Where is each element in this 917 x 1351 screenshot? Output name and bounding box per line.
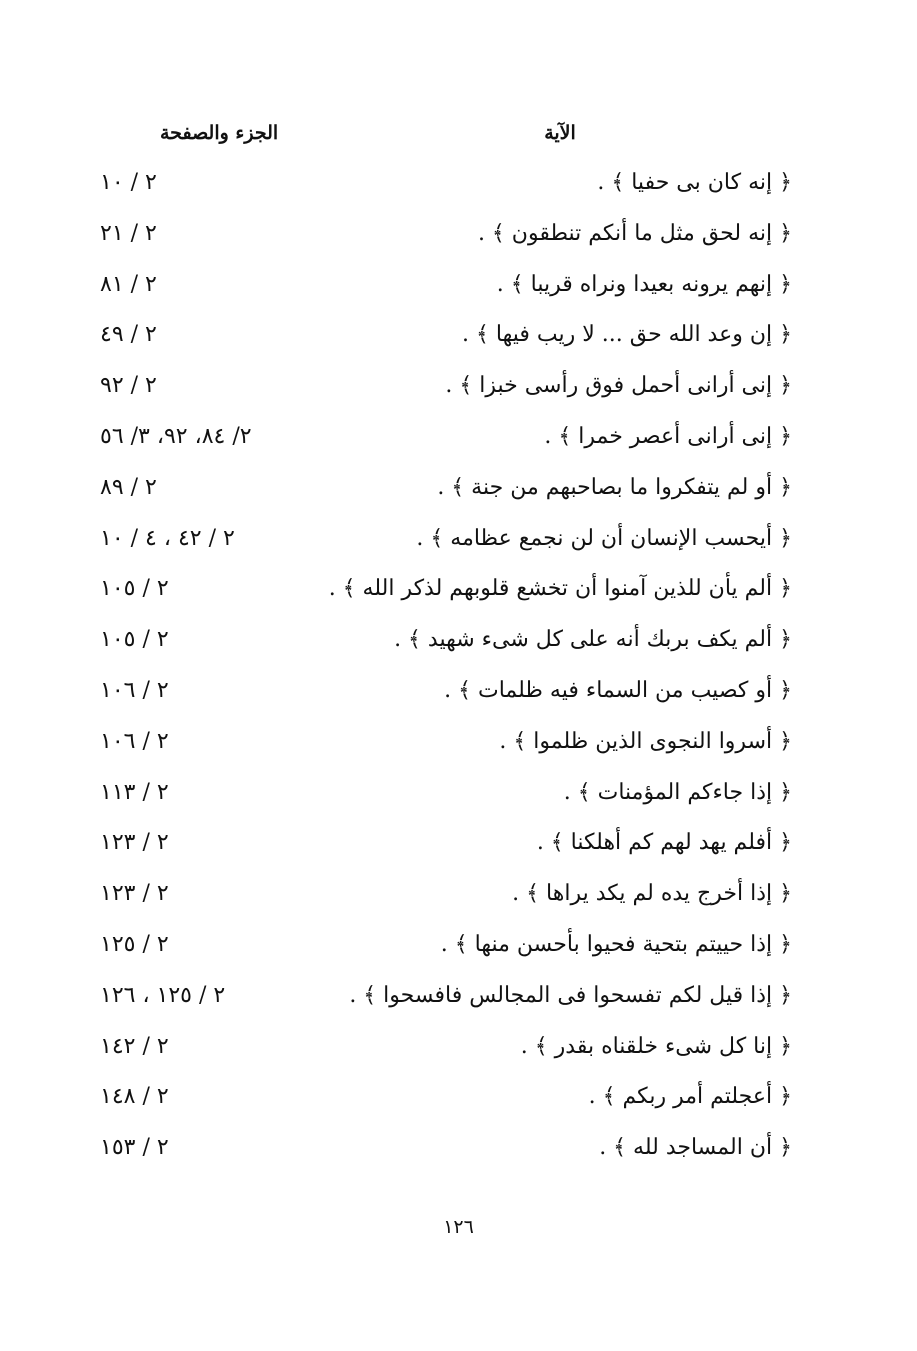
list-item — [0, 162, 917, 213]
list-item — [0, 1127, 917, 1178]
volume-page-ref: ٢ / ٤٩ — [100, 322, 157, 348]
list-item — [0, 721, 917, 772]
list-item — [0, 619, 917, 670]
volume-page-ref: ٢ / ٩٢ — [100, 373, 157, 399]
list-item — [0, 772, 917, 823]
volume-page-ref: ٢ / ١٠٥ — [100, 627, 169, 653]
verse-text: ﴿ إنه كان بى حفيا ﴾ . — [597, 170, 792, 195]
volume-page-ref: ٢ / ١١٣ — [100, 779, 169, 805]
list-item — [0, 1026, 917, 1077]
list-item — [0, 467, 917, 518]
verse-text: ﴿ إنا كل شىء خلقناه بقدر ﴾ . — [520, 1033, 792, 1059]
volume-page-ref: ٢ / ١٠٦ — [100, 728, 169, 754]
verse-text: ﴿ إذا جاءكم المؤمنات ﴾ . — [563, 779, 792, 805]
list-item — [0, 264, 917, 315]
list-item — [0, 924, 917, 975]
volume-page-ref: ٢ / ٨١ — [100, 271, 157, 297]
list-item — [0, 975, 917, 1026]
verse-text: ﴿ أعجلتم أمر ربكم ﴾ . — [588, 1084, 792, 1110]
verse-text: ﴿ إنه لحق مثل ما أنكم تنطقون ﴾ . — [477, 220, 792, 246]
list-item — [0, 213, 917, 264]
volume-page-ref: ٢ / ١٢٣ — [100, 830, 169, 856]
verse-text: ﴿ أو لم يتفكروا ما بصاحبهم من جنة ﴾ . — [437, 474, 792, 500]
verse-text: ﴿ إنهم يرونه بعيدا ونراه قريبا ﴾ . — [496, 271, 792, 297]
volume-page-ref: ٢ / ١٠ — [100, 170, 157, 195]
list-item — [0, 873, 917, 924]
verse-text: ﴿ أيحسب الإنسان أن لن نجمع عظامه ﴾ . — [416, 525, 792, 551]
verse-text: ﴿ أفلم يهد لهم كم أهلكنا ﴾ . — [536, 830, 792, 856]
list-item — [0, 670, 917, 721]
volume-page-ref: ٢ / ١٠٦ — [100, 677, 169, 703]
list-item — [0, 416, 917, 467]
verse-text: ﴿ إنى أرانى أحمل فوق رأسى خبزا ﴾ . — [445, 373, 792, 399]
list-item — [0, 365, 917, 416]
page-number: ١٢٦ — [443, 1216, 474, 1238]
verse-text: ﴿ أو كصيب من السماء فيه ظلمات ﴾ . — [444, 677, 792, 703]
table-header — [0, 122, 917, 152]
verse-text: ﴿ إذا حييتم بتحية فحيوا بأحسن منها ﴾ . — [440, 931, 792, 957]
volume-page-ref: ٢ / ٨٩ — [100, 474, 157, 500]
verse-text: ﴿ إنى أرانى أعصر خمرا ﴾ . — [544, 423, 792, 449]
volume-page-ref: ٢ / ٤٢ ، ٤ / ١٠ — [100, 525, 235, 551]
verse-text: ﴿ إذا أخرج يده لم يكد يراها ﴾ . — [512, 881, 792, 907]
verse-text: ﴿ ألم يأن للذين آمنوا أن تخشع قلوبهم لذكر الله ﴾ . — [328, 576, 792, 602]
verse-text: ﴿ إن وعد الله حق ... لا ريب فيها ﴾ . — [462, 322, 792, 348]
volume-page-ref: ٢ / ١٢٣ — [100, 881, 169, 907]
volume-page-ref: ٢/ ٨٤، ٩٢، ٣/ ٥٦ — [100, 423, 252, 449]
list-item — [0, 568, 917, 619]
verse-text: ﴿ ألم يكف بربك أنه على كل شىء شهيد ﴾ . — [394, 627, 792, 653]
list-item — [0, 1076, 917, 1127]
verse-text: ﴿ إذا قيل لكم تفسحوا فى المجالس فافسحوا ﴾ . — [349, 982, 792, 1008]
volume-page-ref: ٢ / ١٤٢ — [100, 1033, 169, 1059]
verse-text: ﴿ أن المساجد لله ﴾ . — [599, 1135, 792, 1161]
volume-page-ref: ٢ / ١٠٥ — [100, 576, 169, 602]
verse-text: ﴿ أسروا النجوى الذين ظلموا ﴾ . — [499, 728, 792, 754]
volume-page-ref: ٢ / ١٥٣ — [100, 1135, 169, 1161]
verse-index-list — [0, 162, 917, 1178]
list-item — [0, 518, 917, 569]
volume-page-ref: ٢ / ١٢٥ ، ١٢٦ — [100, 982, 226, 1008]
volume-page-ref: ٢ / ١٢٥ — [100, 931, 169, 957]
list-item — [0, 314, 917, 365]
header-volume-page: الجزء والصفحة — [160, 122, 279, 144]
header-verse: الآية — [544, 122, 576, 144]
list-item — [0, 822, 917, 873]
volume-page-ref: ٢ / ١٤٨ — [100, 1084, 169, 1110]
volume-page-ref: ٢ / ٢١ — [100, 220, 157, 246]
